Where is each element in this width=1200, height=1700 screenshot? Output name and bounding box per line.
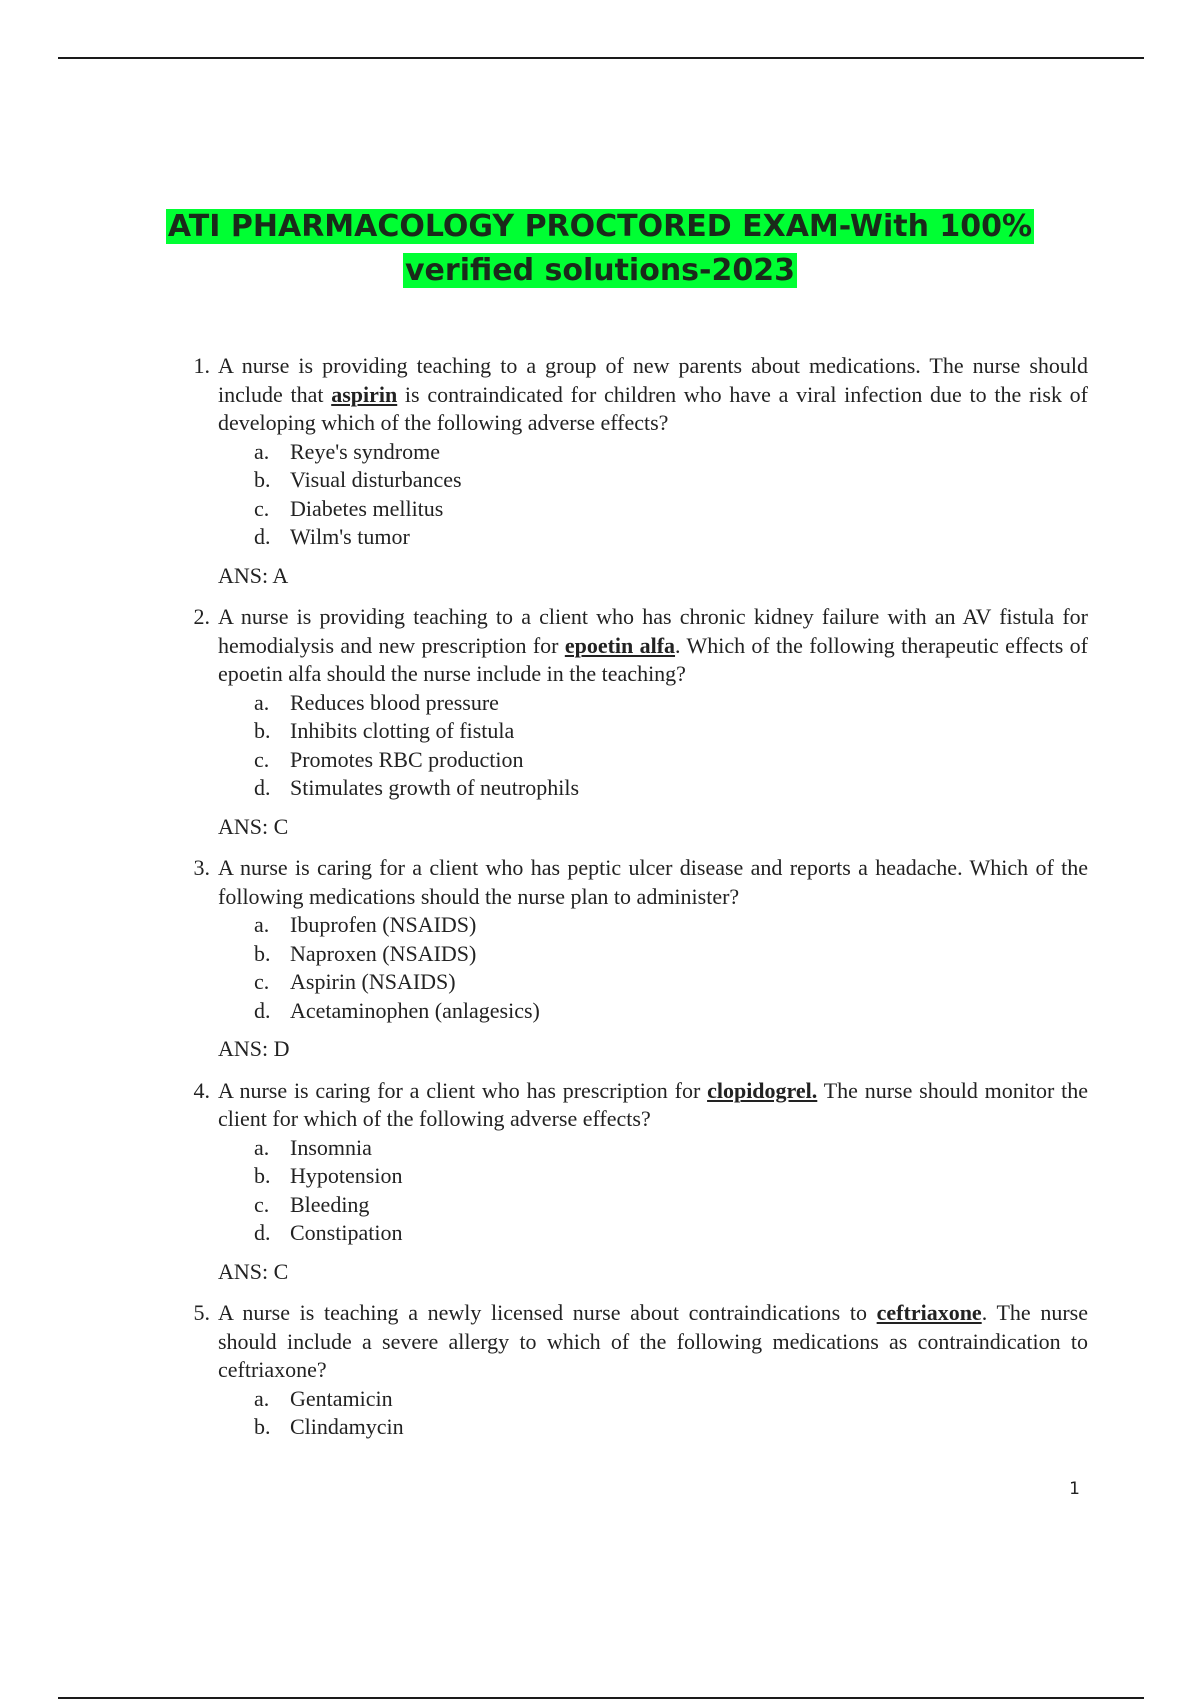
- option-text: Acetaminophen (anlagesics): [290, 997, 540, 1023]
- option-d: [218, 523, 1088, 552]
- option-b: [218, 717, 1088, 746]
- option-b: [218, 1413, 1088, 1442]
- question-number: 2.: [193, 604, 210, 629]
- drug-name: aspirin: [331, 381, 398, 407]
- option-text: Bleeding: [290, 1191, 370, 1217]
- question-text-after: . The nurse should include a severe allergy to which of the following medications as contraindication to ceftriaxone?: [218, 1300, 1088, 1382]
- answer: ANS: A: [218, 562, 289, 588]
- option-letter: b.: [254, 718, 271, 743]
- answer: ANS: C: [218, 1258, 289, 1284]
- bottom-rule: [58, 1697, 1144, 1699]
- option-list: [218, 911, 1088, 1025]
- drug-name: clopidogrel.: [707, 1077, 818, 1103]
- option-letter: d.: [254, 524, 271, 549]
- option-text: Naproxen (NSAIDS): [290, 940, 477, 966]
- option-a: [218, 689, 1088, 718]
- option-c: [218, 495, 1088, 524]
- option-letter: b.: [254, 1163, 271, 1188]
- option-d: [218, 997, 1088, 1026]
- question-text: [218, 854, 1088, 911]
- option-text: Reduces blood pressure: [290, 689, 499, 715]
- option-c: [218, 1191, 1088, 1220]
- answer: ANS: C: [218, 813, 289, 839]
- page-number: 1: [1069, 1479, 1080, 1499]
- option-letter: c.: [254, 969, 270, 994]
- option-letter: a.: [254, 1134, 270, 1160]
- option-letter: c.: [254, 495, 270, 521]
- question-text-before: A nurse is caring for a client who has peptic ulcer disease and reports a headache. Which of the following medications should the nurse plan to administer?: [218, 855, 1088, 909]
- option-c: [218, 968, 1088, 997]
- option-letter: b.: [254, 467, 271, 492]
- option-list: [218, 1385, 1088, 1442]
- option-text: Clindamycin: [290, 1414, 404, 1439]
- option-text: Aspirin (NSAIDS): [290, 969, 456, 994]
- option-letter: a.: [254, 438, 270, 464]
- option-letter: c.: [254, 746, 270, 772]
- option-letter: d.: [254, 997, 271, 1023]
- drug-name: epoetin alfa: [564, 632, 676, 658]
- option-text: Reye's syndrome: [290, 438, 440, 464]
- question-1: [193, 352, 1089, 590]
- option-a: [218, 1385, 1088, 1414]
- question-text: [218, 1077, 1088, 1134]
- question-text: [218, 352, 1088, 438]
- option-text: Promotes RBC production: [290, 746, 524, 772]
- question-number: 4.: [193, 1077, 210, 1103]
- title-line-1: ATI PHARMACOLOGY PROCTORED EXAM-With 100%: [167, 209, 1033, 244]
- question-text-before: A nurse is teaching a newly licensed nurse about contraindications to: [218, 1300, 877, 1325]
- title-line-2: verified solutions-2023: [405, 253, 795, 288]
- option-a: [218, 1134, 1088, 1163]
- question-number: 5.: [193, 1300, 210, 1325]
- option-a: [218, 438, 1088, 467]
- option-letter: b.: [254, 1414, 271, 1439]
- top-rule: [58, 57, 1144, 59]
- option-c: [218, 746, 1088, 775]
- question-4: [193, 1077, 1089, 1287]
- question-text-before: A nurse is providing teaching to a group of new parents about medications. The nurse should include that: [218, 353, 1088, 407]
- option-letter: a.: [254, 1385, 270, 1411]
- question-text-after: . Which of the following therapeutic effects of epoetin alfa should the nurse include in the teaching?: [218, 632, 1088, 686]
- question-2: [193, 603, 1088, 841]
- answer: ANS: D: [218, 1036, 290, 1061]
- question-5: [193, 1299, 1088, 1442]
- question-text-after: is contraindicated for children who have a viral infection due to the risk of developing which of the following adverse effects?: [218, 381, 1089, 435]
- question-text-before: A nurse is providing teaching to a client who has chronic kidney failure with an AV fistula for hemodialysis and new prescription for: [218, 604, 1088, 658]
- option-letter: d.: [254, 775, 271, 800]
- option-list: [218, 689, 1088, 803]
- question-number: 1.: [193, 353, 210, 378]
- option-text: Inhibits clotting of fistula: [290, 718, 515, 743]
- option-text: Constipation: [290, 1220, 403, 1245]
- document-title: [0, 205, 1200, 293]
- option-text: Ibuprofen (NSAIDS): [290, 912, 477, 937]
- question-text: [218, 1299, 1088, 1385]
- option-text: Gentamicin: [290, 1385, 393, 1411]
- option-text: Insomnia: [290, 1134, 372, 1160]
- option-b: [218, 940, 1088, 969]
- question-text-before: A nurse is caring for a client who has prescription for: [218, 1077, 708, 1103]
- option-a: [218, 911, 1088, 940]
- question-text: [218, 603, 1088, 689]
- option-letter: a.: [254, 912, 270, 937]
- option-letter: b.: [254, 940, 271, 966]
- option-letter: c.: [254, 1191, 270, 1217]
- option-text: Hypotension: [290, 1163, 403, 1188]
- option-list: [218, 1134, 1088, 1248]
- question-list: [0, 352, 1200, 1442]
- option-list: [218, 438, 1088, 552]
- option-text: Wilm's tumor: [290, 524, 410, 549]
- option-b: [218, 466, 1088, 495]
- option-letter: d.: [254, 1220, 271, 1245]
- option-d: [218, 774, 1088, 803]
- option-text: Stimulates growth of neutrophils: [290, 775, 580, 800]
- question-text-after: The nurse should monitor the client for which of the following adverse effects?: [218, 1077, 1089, 1131]
- option-text: Diabetes mellitus: [290, 495, 444, 521]
- option-b: [218, 1162, 1088, 1191]
- option-letter: a.: [254, 689, 270, 715]
- question-number: 3.: [193, 855, 210, 880]
- drug-name: ceftriaxone: [876, 1300, 982, 1325]
- option-d: [218, 1219, 1088, 1248]
- option-text: Visual disturbances: [290, 467, 462, 492]
- question-3: [193, 854, 1088, 1064]
